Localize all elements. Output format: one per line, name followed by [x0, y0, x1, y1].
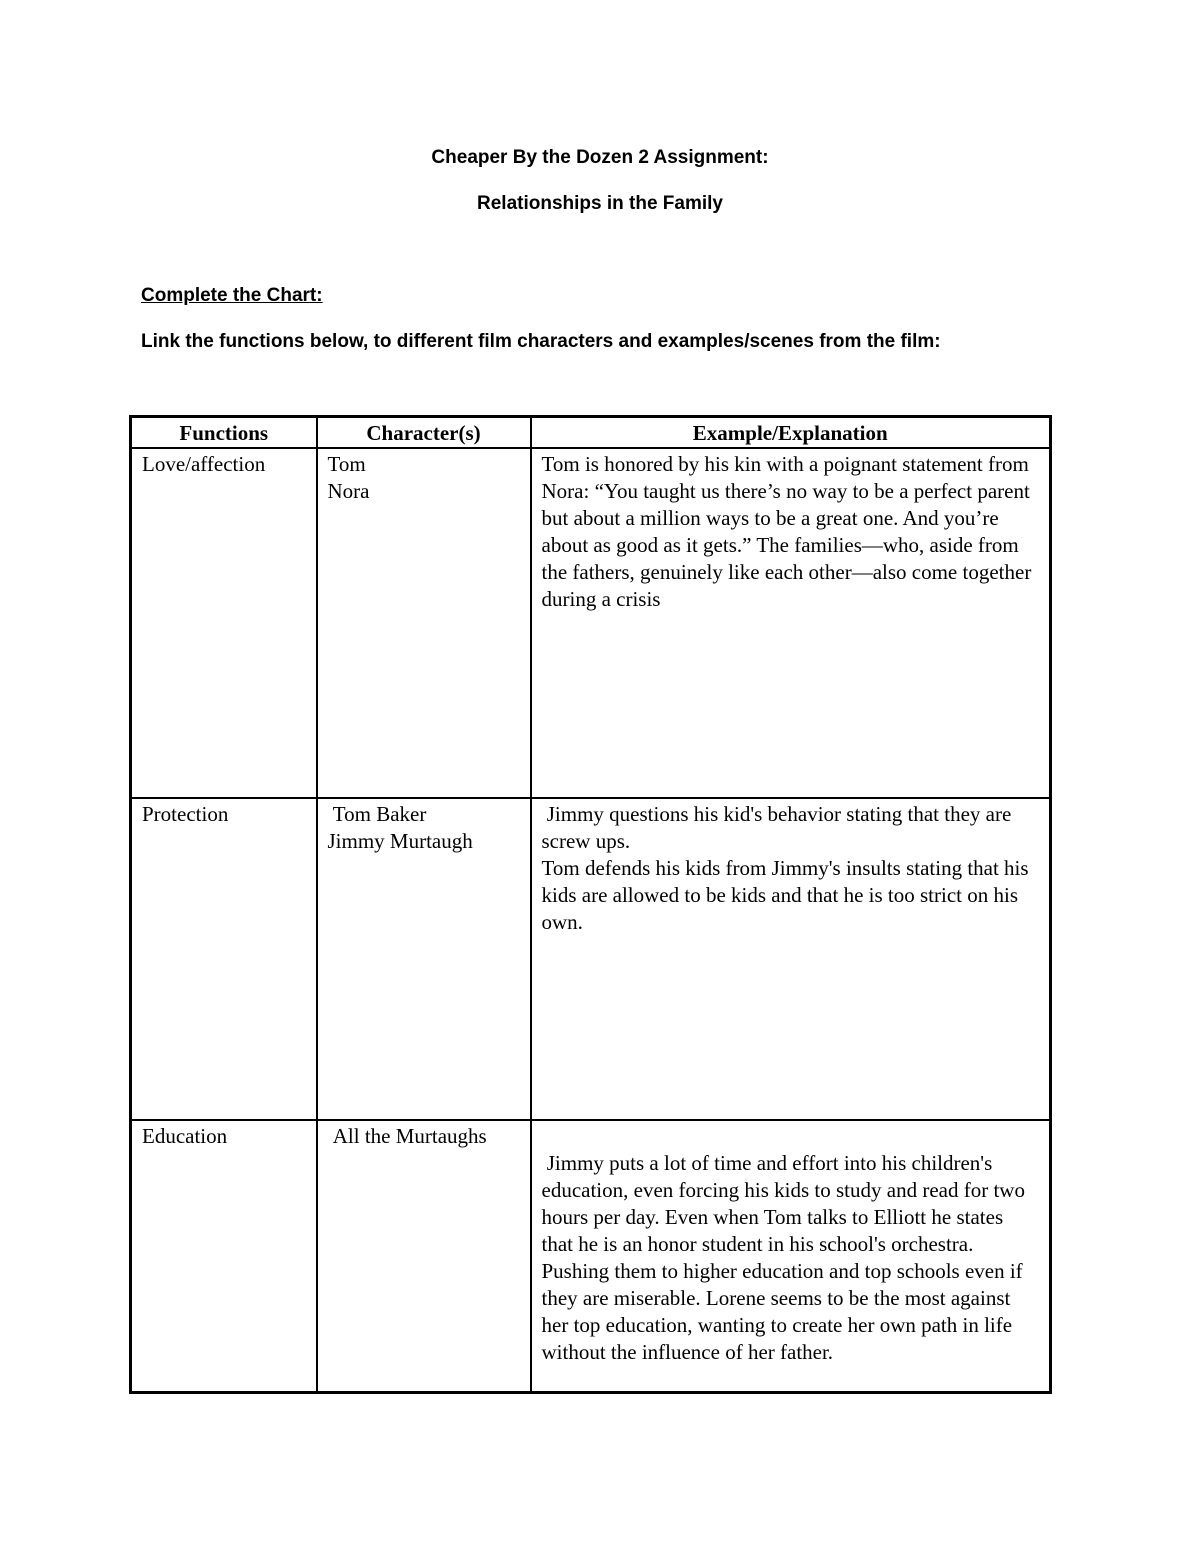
function-cell: Education: [131, 1120, 317, 1393]
character-name: All the Murtaughs: [327, 1124, 487, 1148]
functions-chart: [129, 415, 1052, 1394]
example-text: Jimmy puts a lot of time and effort into his children's education, even forcing his kids to study and read for two hours per day. Even when Tom talks to Elliott he states that he is an honor student in his school's orchestra. Pushing them to higher education and top schools even if they are miserable. Lorene seems to be the most against her top education, wanting to create her own path in life without the influence of her father.: [541, 1151, 1025, 1364]
header-functions: Functions: [131, 417, 317, 449]
header-row: [131, 417, 1051, 449]
example-cell: [531, 1120, 1051, 1393]
document-title: Cheaper By the Dozen 2 Assignment:: [431, 147, 769, 168]
table-row: [131, 798, 1051, 1120]
function-cell: Protection: [131, 798, 317, 1120]
characters-cell: [317, 798, 531, 1120]
example-text: Jimmy questions his kid's behavior stating that they are screw ups. Tom defends his kids from Jimmy's insults stating that his kids are allowed to be kids and that he is too strict on his own.: [541, 802, 1029, 934]
document-subtitle: Relationships in the Family: [477, 193, 723, 214]
header-example: Example/Explanation: [531, 417, 1051, 449]
example-text: Tom is honored by his kin with a poignant statement from Nora: “You taught us there’s no way to be a perfect parent but about a million ways to be a great one. And you’re about as good as it gets.” The families—who, aside from the fathers, genuinely like each other—also come together during a crisis: [541, 452, 1037, 611]
characters-cell: [317, 1120, 531, 1393]
header-characters: Character(s): [317, 417, 531, 449]
character-name: Jimmy Murtaugh: [327, 829, 473, 853]
example-cell: [531, 798, 1051, 1120]
characters-cell: [317, 448, 531, 798]
character-name: Nora: [327, 479, 370, 503]
table-row: [131, 1120, 1051, 1393]
character-name: Tom: [327, 452, 366, 476]
example-cell: [531, 448, 1051, 798]
character-name: Tom Baker: [327, 802, 427, 826]
function-cell: Love/affection: [131, 448, 317, 798]
table-row: [131, 448, 1051, 798]
instruction-text: Link the functions below, to different film characters and examples/scenes from the film:: [141, 331, 941, 352]
section-heading: Complete the Chart:: [141, 285, 323, 306]
